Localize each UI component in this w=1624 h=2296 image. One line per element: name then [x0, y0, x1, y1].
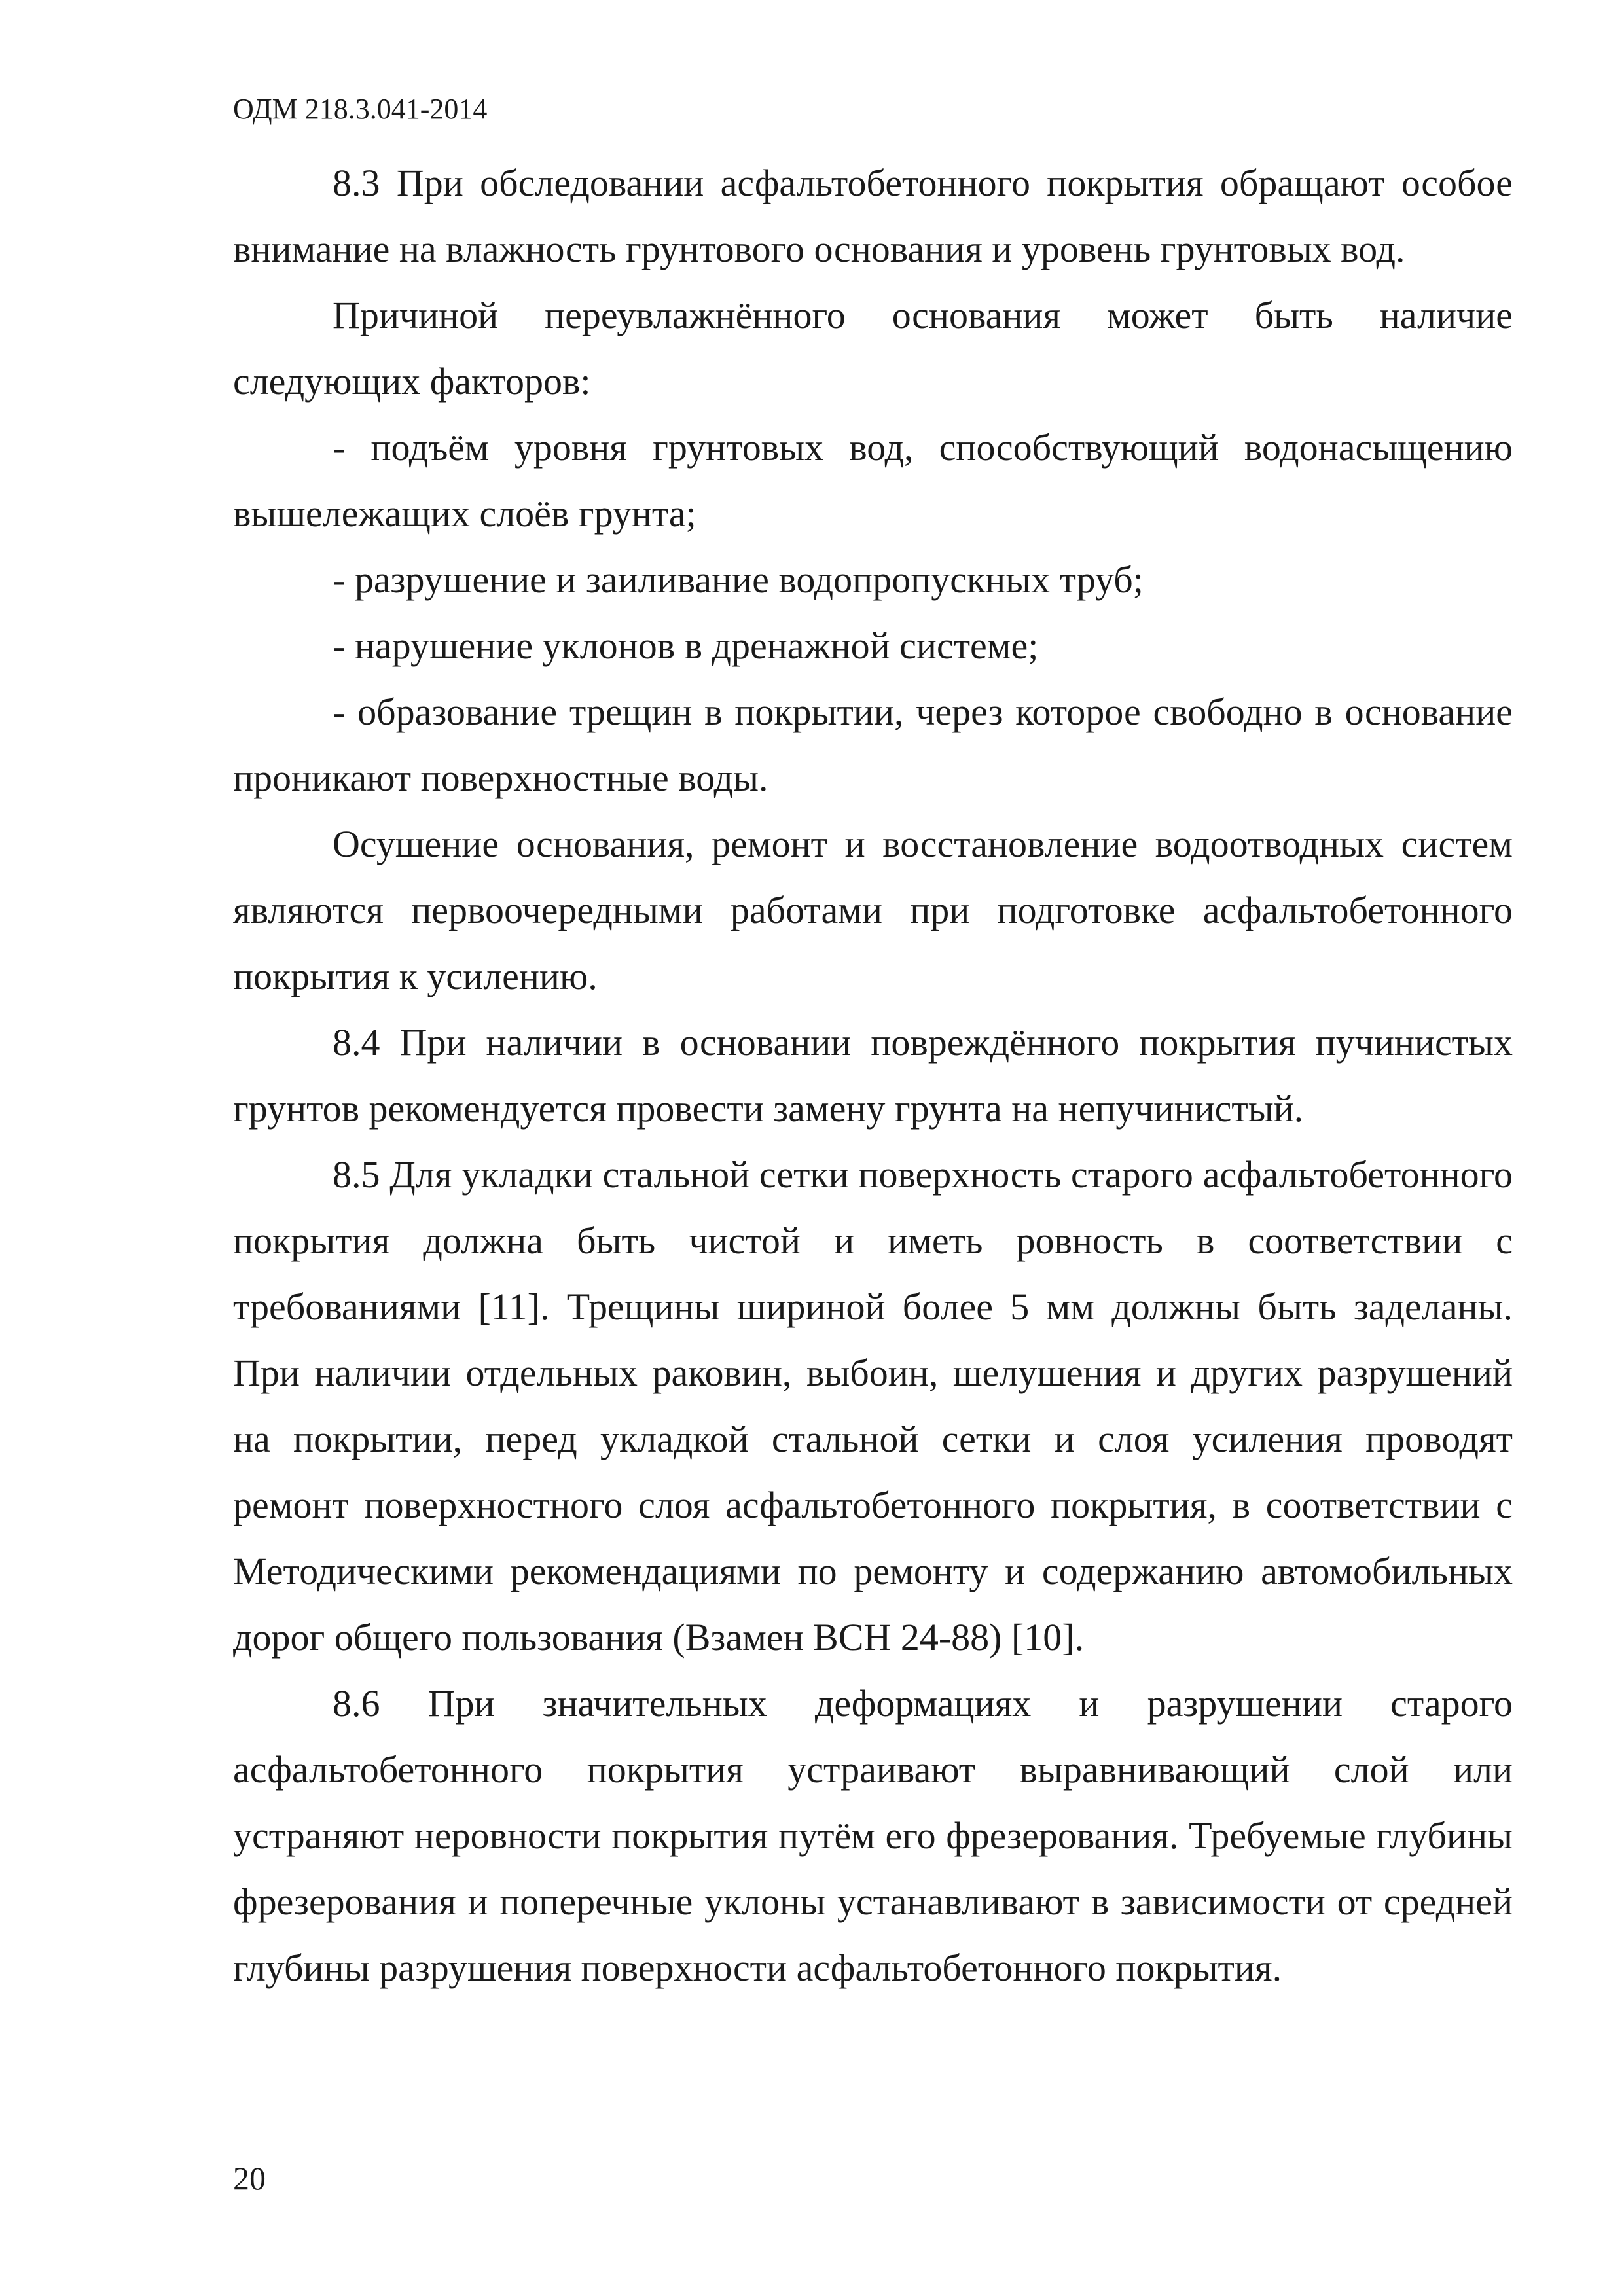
list-item-drainage-slopes: - нарушение уклонов в дренажной системе; — [333, 624, 1039, 667]
list-item-surface-cracks: - образование трещин в покрытии, через которое свободно в основание проникают поверхностные воды. — [233, 691, 1513, 799]
paragraph-causes-intro: Причиной переувлажнённого основания может быть наличие следующих факторов: — [233, 294, 1513, 403]
paragraph-8-6: 8.6 При значительных деформациях и разрушении старого асфальтобетонного покрытия устраивают выравнивающий слой или устраняют неровности покрытия путём его фрезерования. Требуемые глубины фрезерования и поперечные уклоны устанавливают в зависимости от средней глубины разрушения поверхности асфальтобетонного покрытия. — [233, 1682, 1513, 1989]
paragraph-8-3: 8.3 При обследовании асфальтобетонного покрытия обращают особое внимание на влажность грунтового основания и уровень грунтовых вод. — [233, 162, 1513, 270]
list-item-culvert-damage: - разрушение и заиливание водопропускных труб; — [333, 558, 1144, 601]
paragraph-drainage-priority: Осушение основания, ремонт и восстановление водоотводных систем являются первоочередными работами при подготовке асфальтобетонного покрытия к усилению. — [233, 823, 1513, 997]
document-code-header: ОДМ 218.3.041-2014 — [233, 93, 488, 125]
document-body-text — [233, 150, 1513, 2001]
list-item-groundwater-rise: - подъём уровня грунтовых вод, способствующий водонасыщению вышележащих слоёв грунта; — [233, 426, 1513, 535]
paragraph-8-4: 8.4 При наличии в основании повреждённого покрытия пучинистых грунтов рекомендуется провести замену грунта на непучинистый. — [233, 1021, 1513, 1130]
page-number: 20 — [233, 2160, 266, 2197]
paragraph-8-5: 8.5 Для укладки стальной сетки поверхность старого асфальтобетонного покрытия должна быть чистой и иметь ровность в соответствии с требованиями [11]. Трещины шириной более 5 мм должны быть заделаны. При наличии отдельных раковин, выбоин, шелушения и других разрушений на покрытии, перед укладкой стальной сетки и слоя усиления проводят ремонт поверхностного слоя асфальтобетонного покрытия, в соответствии с Методическими рекомендациями по ремонту и содержанию автомобильных дорог общего пользования (Взамен ВСН 24-88) [10]. — [233, 1153, 1513, 1659]
